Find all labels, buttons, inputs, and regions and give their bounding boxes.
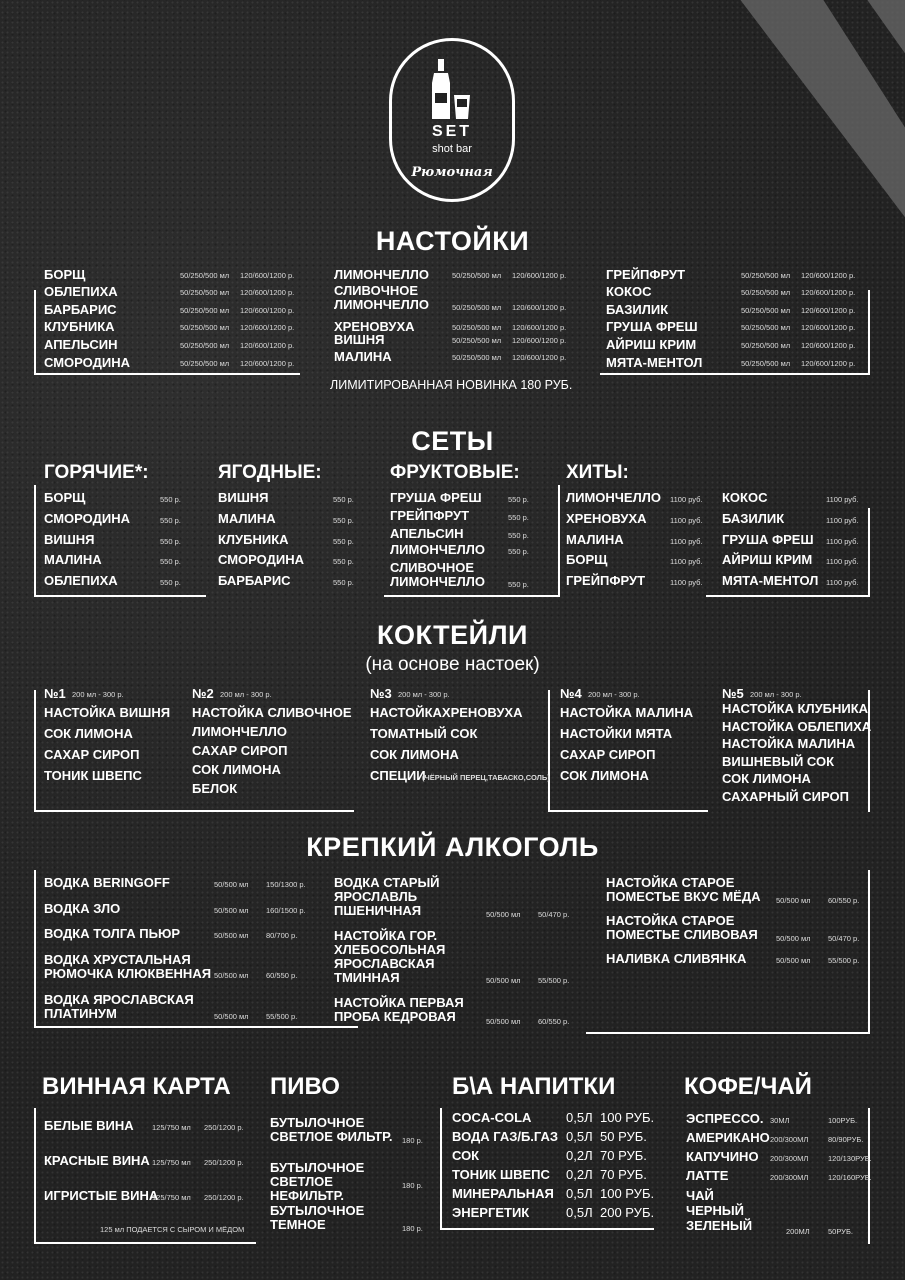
coffee-item: ЧАЙ ЧЕРНЫЙ ЗЕЛЕНЫЙ [686,1188,753,1233]
beer-price: 180 р. [402,1181,423,1190]
coffee-item: КАПУЧИНО [686,1149,759,1164]
cocktail-ingredient: САХАР СИРОП [192,743,288,758]
nastoyka-item: КОКОС [606,284,652,299]
spirit-price: 60/550 р. [828,896,860,905]
set-price: 550 р. [160,495,181,504]
drink-item: ЭНЕРГЕТИК [452,1205,530,1220]
drink-volume: 0,5Л [566,1205,593,1220]
set-item: СЛИВОЧНОЕ ЛИМОНЧЕЛЛО [390,560,485,589]
drink-price: 50 РУБ. [600,1129,647,1144]
beer-price: 180 р. [402,1224,423,1233]
cocktail-ingredient: СОК ЛИМОНА [560,768,649,783]
coffee-price: 80/90РУБ. [828,1135,864,1144]
spirit-price: 60/550 р. [538,1017,570,1026]
nastoyka-item: СМОРОДИНА [44,355,130,370]
cocktail-ingredient: ЛИМОНЧЕЛЛО [192,724,287,739]
set-item: ЛИМОНЧЕЛЛО [566,490,661,505]
set-price: 1100 руб. [670,516,703,525]
set-price: 550 р. [333,516,354,525]
set-price: 1100 руб. [826,516,859,525]
set-price: 550 р. [160,557,181,566]
beer-item: БУТЫЛОЧНОЕ СВЕТЛОЕ ФИЛЬТР. [270,1115,393,1144]
set-group-title: ФРУКТОВЫЕ: [390,462,520,483]
cocktail-price: 200 мл - 300 р. [588,690,640,699]
wine-item: ИГРИСТЫЕ ВИНА [44,1188,159,1203]
cocktail-ingredient: БЕЛОК [192,781,238,796]
set-price: 550 р. [508,513,529,522]
nastoyka-item: АЙРИШ КРИМ [606,337,697,352]
set-item: КОКОС [722,490,768,505]
cocktail-ingredient: СПЕЦИИ [370,768,426,783]
nastoyka-price: 120/600/1200 р. [801,271,856,280]
set-item: БОРЩ [44,490,86,505]
drink-volume: 0,5Л [566,1110,593,1125]
drink-price: 100 РУБ. [600,1186,655,1201]
coffee-price: 120/130РУБ. [828,1154,872,1163]
set-price: 550 р. [333,495,354,504]
spirit-volume: 50/500 мл [486,976,521,985]
nastoyka-volume: 50/250/500 мл [180,323,230,332]
set-item: МЯТА-МЕНТОЛ [722,573,819,588]
drink-price: 100 РУБ. [600,1110,655,1125]
spirit-price: 55/500 р. [828,956,860,965]
wine-volume: 125/750 мл [152,1123,191,1132]
set-group-title: ГОРЯЧИЕ*: [44,462,149,483]
set-price: 550 р. [160,516,181,525]
set-item: БОРЩ [566,552,608,567]
set-price: 550 р. [333,557,354,566]
nastoyka-volume: 50/250/500 мл [452,271,502,280]
cocktail-ingredient: ТОНИК ШВЕПС [44,768,142,783]
cocktail-ingredient: САХАРНЫЙ СИРОП [722,788,849,804]
wine-note: 125 мл ПОДАЕТСЯ С СЫРОМ И МЁДОМ [100,1225,245,1234]
cocktail-ingredient: НАСТОЙКА ОБЛЕПИХА [722,718,872,734]
coffee-volume: 30МЛ [770,1116,790,1125]
section-title-sety: СЕТЫ [411,426,494,456]
cocktail-ingredient: НАСТОЙКА МАЛИНА [722,736,856,751]
set-item: МАЛИНА [44,552,102,567]
spirit-item: ВОДКА ТОЛГА ПЬЮР [44,926,181,941]
nastoyka-price: 120/600/1200 р. [512,353,567,362]
coffee-price: 100РУБ. [828,1116,858,1125]
spirit-volume: 50/500 мл [214,906,249,915]
nastoyka-volume: 50/250/500 мл [180,288,230,297]
cocktail-number: №5 [722,686,744,701]
drink-volume: 0,2Л [566,1167,593,1182]
set-price: 550 р. [160,578,181,587]
set-price: 1100 руб. [826,557,859,566]
spirit-price: 55/500 р. [266,1012,298,1021]
set-price: 1100 руб. [670,557,703,566]
cocktail-number: №2 [192,686,214,701]
coffee-volume: 200/300МЛ [770,1135,809,1144]
beer-item: БУТЫЛОЧНОЕ СВЕТЛОЕ НЕФИЛЬТР. [270,1160,365,1203]
set-price: 550 р. [333,537,354,546]
coffee-volume: 200/300МЛ [770,1154,809,1163]
spirit-volume: 50/500 мл [214,880,249,889]
cocktail-ingredient: НАСТОЙКА ВИШНЯ [44,705,171,720]
set-price: 550 р. [160,537,181,546]
cocktail-number: №1 [44,686,66,701]
set-price: 550 р. [508,531,529,540]
cocktail-ingredient: СОК ЛИМОНА [192,762,281,777]
set-item: БАРБАРИС [218,573,291,588]
set-item: ЛИМОНЧЕЛЛО [390,542,485,557]
set-item: ХРЕНОВУХА [566,511,647,526]
cocktail-ingredient: НАСТОЙКИ МЯТА [560,726,673,741]
nastoyka-price: 120/600/1200 р. [240,288,295,297]
drink-item: ТОНИК ШВЕПС [452,1167,550,1182]
cocktail-ingredient: НАСТОЙКА МАЛИНА [560,705,694,720]
set-item: АЙРИШ КРИМ [722,552,813,567]
cocktail-spice-note: (ЧЁРНЫЙ ПЕРЕЦ,ТАБАСКО,СОЛЬ) [422,773,550,782]
spirit-item: НАСТОЙКА ПЕРВАЯ ПРОБА КЕДРОВАЯ [334,995,464,1024]
nastoyka-volume: 50/250/500 мл [452,303,502,312]
drink-volume: 0,5Л [566,1186,593,1201]
set-item: ГРУША ФРЕШ [722,532,814,547]
spirit-item: НАСТОЙКА ГОР. ХЛЕБОСОЛЬНАЯ ЯРОСЛАВСКАЯ ТМИННАЯ [334,928,446,985]
nastoyka-price: 120/600/1200 р. [801,288,856,297]
nastoyka-price: 120/600/1200 р. [240,271,295,280]
spirit-price: 50/470 р. [538,910,570,919]
nastoyka-price: 120/600/1200 р. [240,359,295,368]
wine-item: КРАСНЫЕ ВИНА [44,1153,150,1168]
nastoyka-item: ЛИМОНЧЕЛЛО [334,267,429,282]
nastoyka-volume: 50/250/500 мл [180,271,230,280]
nastoyka-price: 120/600/1200 р. [240,306,295,315]
set-price: 1100 руб. [826,537,859,546]
section-title-krepkiy: КРЕПКИЙ АЛКОГОЛЬ [306,832,599,862]
nastoyka-item: МЯТА-МЕНТОЛ [606,355,703,370]
nastoyka-volume: 50/250/500 мл [741,341,791,350]
cocktail-ingredient: НАСТОЙКАХРЕНОВУХА [370,705,523,720]
drink-item: МИНЕРАЛЬНАЯ [452,1186,554,1201]
set-item: ВИШНЯ [44,532,95,547]
beer-item: БУТЫЛОЧНОЕ ТЕМНОЕ [270,1203,365,1232]
cocktail-price: 200 мл - 300 р. [220,690,272,699]
section-title-napitki: Б\А НАПИТКИ [452,1073,616,1100]
nastoyka-price: 120/600/1200 р. [240,341,295,350]
cocktail-ingredient: СОК ЛИМОНА [722,771,811,786]
spirit-price: 150/1300 р. [266,880,306,889]
wine-volume: 125/750 мл [152,1193,191,1202]
spirit-price: 80/700 р. [266,931,298,940]
drink-price: 70 РУБ. [600,1148,647,1163]
coffee-item: ЛАТТЕ [686,1168,729,1183]
nastoyka-price: 120/600/1200 р. [801,359,856,368]
cocktail-ingredient: НАСТОЙКА СЛИВОЧНОЕ [192,705,352,720]
nastoyka-volume: 50/250/500 мл [741,323,791,332]
cocktail-price: 200 мл - 300 р. [398,690,450,699]
set-item: СМОРОДИНА [44,511,130,526]
logo-sub: shot bar [432,143,472,155]
nastoyka-price: 120/600/1200 р. [512,271,567,280]
spirit-item: НАСТОЙКА СТАРОЕ ПОМЕСТЬЕ СЛИВОВАЯ [606,913,758,942]
set-item: ГРЕЙПФРУТ [390,508,470,523]
set-item: ВИШНЯ [218,490,269,505]
set-group-title: ЯГОДНЫЕ: [218,462,322,483]
set-price: 1100 руб. [670,495,703,504]
spirit-item: НАСТОЙКА СТАРОЕ ПОМЕСТЬЕ ВКУС МЁДА [606,875,761,904]
nastoyka-item: ГРУША ФРЕШ [606,319,698,334]
spirit-volume: 50/500 мл [214,1012,249,1021]
spirit-item: ВОДКА ЯРОСЛАВСКАЯ ПЛАТИНУМ [44,992,194,1021]
logo-name: SET [431,123,473,140]
cocktail-ingredient: НАСТОЙКА КЛУБНИКА [722,701,869,716]
set-group-title: ХИТЫ: [566,462,629,483]
set-item: МАЛИНА [218,511,276,526]
section-title-pivo: ПИВО [270,1073,340,1100]
spirit-volume: 50/500 мл [486,1017,521,1026]
nastoyki-note: ЛИМИТИРОВАННАЯ НОВИНКА 180 РУБ. [330,378,573,392]
nastoyka-item: АПЕЛЬСИН [44,337,118,352]
drink-item: ВОДА ГАЗ/Б.ГАЗ [452,1129,558,1144]
bottle-shot-icon [430,59,476,121]
spirit-volume: 50/500 мл [214,931,249,940]
set-price: 550 р. [333,578,354,587]
coffee-item: ЭСПРЕССО. [686,1111,764,1126]
nastoyka-price: 120/600/1200 р. [240,323,295,332]
set-item: ГРЕЙПФРУТ [566,573,646,588]
drink-volume: 0,5Л [566,1129,593,1144]
nastoyka-volume: 50/250/500 мл [741,271,791,280]
set-price: 1100 руб. [826,578,859,587]
nastoyka-item: ОБЛЕПИХА [44,284,118,299]
set-price: 1100 руб. [670,537,703,546]
drink-volume: 0,2Л [566,1148,593,1163]
nastoyka-volume: 50/250/500 мл [180,306,230,315]
nastoyka-volume: 50/250/500 мл [452,336,502,345]
set-item: ГРУША ФРЕШ [390,490,482,505]
logo-script: Рюмочная [411,165,493,180]
nastoyka-volume: 50/250/500 мл [741,288,791,297]
nastoyka-item: ХРЕНОВУХА [334,319,415,334]
cocktail-number: №3 [370,686,392,701]
spirit-volume: 50/500 мл [214,971,249,980]
nastoyka-volume: 50/250/500 мл [741,306,791,315]
cocktail-price: 200 мл - 300 р. [750,690,802,699]
wine-price: 250/1200 р. [204,1193,244,1202]
set-item: АПЕЛЬСИН [390,526,464,541]
cocktail-ingredient: СОК ЛИМОНА [370,747,459,762]
cocktail-ingredient: САХАР СИРОП [44,747,140,762]
set-price: 550 р. [508,580,529,589]
drink-item: СОК [452,1148,480,1163]
drink-price: 200 РУБ. [600,1205,655,1220]
nastoyka-item: МАЛИНА [334,349,392,364]
set-item: БАЗИЛИК [722,511,785,526]
set-price: 550 р. [508,495,529,504]
section-title-nastoyki: НАСТОЙКИ [375,226,530,256]
cocktail-ingredient: ВИШНЕВЫЙ СОК [722,753,835,769]
nastoyka-item: ВИШНЯ [334,332,385,347]
wine-price: 250/1200 р. [204,1123,244,1132]
wine-volume: 125/750 мл [152,1158,191,1167]
cocktail-ingredient: ТОМАТНЫЙ СОК [370,726,478,741]
spirit-item: ВОДКА СТАРЫЙ ЯРОСЛАВЛЬ ПШЕНИЧНАЯ [334,875,440,918]
spirit-volume: 50/500 мл [776,896,811,905]
set-item: МАЛИНА [566,532,624,547]
drink-price: 70 РУБ. [600,1167,647,1182]
spirit-volume: 50/500 мл [776,956,811,965]
nastoyka-item: СЛИВОЧНОЕ ЛИМОНЧЕЛЛО [334,283,429,312]
spirit-volume: 50/500 мл [486,910,521,919]
logo [389,38,515,202]
coffee-price: 120/160РУБ. [828,1173,872,1182]
nastoyka-volume: 50/250/500 мл [180,359,230,368]
nastoyka-price: 120/600/1200 р. [512,303,567,312]
nastoyka-price: 120/600/1200 р. [801,306,856,315]
set-price: 550 р. [508,547,529,556]
nastoyka-item: БОРЩ [44,267,86,282]
cocktail-ingredient: САХАР СИРОП [560,747,656,762]
spirit-price: 60/550 р. [266,971,298,980]
nastoyka-volume: 50/250/500 мл [741,359,791,368]
nastoyka-price: 120/600/1200 р. [512,323,567,332]
nastoyka-volume: 50/250/500 мл [452,353,502,362]
coffee-price: 50РУБ. [828,1227,853,1236]
cocktail-number: №4 [560,686,582,701]
nastoyka-item: БАРБАРИС [44,302,117,317]
coffee-volume: 200/300МЛ [770,1173,809,1182]
coffee-item: АМЕРИКАНО [686,1130,770,1145]
nastoyka-volume: 50/250/500 мл [452,323,502,332]
nastoyka-price: 120/600/1200 р. [512,336,567,345]
set-price: 1100 руб. [826,495,859,504]
set-item: СМОРОДИНА [218,552,304,567]
spirit-volume: 50/500 мл [776,934,811,943]
section-title-kokteyli: КОКТЕЙЛИ [377,620,528,650]
set-item: ОБЛЕПИХА [44,573,118,588]
cocktail-price: 200 мл - 300 р. [72,690,124,699]
spirit-price: 50/470 р. [828,934,860,943]
spirit-item: ВОДКА ЗЛО [44,901,121,916]
nastoyka-item: БАЗИЛИК [606,302,669,317]
wine-item: БЕЛЫЕ ВИНА [44,1118,134,1133]
cocktail-ingredient: СОК ЛИМОНА [44,726,133,741]
spirit-item: ВОДКА ХРУСТАЛЬНАЯ РЮМОЧКА КЛЮКВЕННАЯ [44,952,212,981]
nastoyka-price: 120/600/1200 р. [801,341,856,350]
coffee-volume: 200МЛ [786,1227,810,1236]
drink-item: COCA-COLA [452,1110,532,1125]
section-title-kofe: КОФЕ/ЧАЙ [684,1073,812,1100]
nastoyka-item: КЛУБНИКА [44,319,115,334]
spirit-item: НАЛИВКА СЛИВЯНКА [606,951,747,966]
nastoyka-price: 120/600/1200 р. [801,323,856,332]
section-subtitle-kokteyli: (на основе настоек) [365,654,540,675]
spirit-price: 55/500 р. [538,976,570,985]
set-price: 1100 руб. [670,578,703,587]
spirit-price: 160/1500 р. [266,906,306,915]
beer-price: 180 р. [402,1136,423,1145]
set-item: КЛУБНИКА [218,532,289,547]
nastoyka-item: ГРЕЙПФРУТ [606,267,686,282]
nastoyka-volume: 50/250/500 мл [180,341,230,350]
wine-price: 250/1200 р. [204,1158,244,1167]
section-title-vino: ВИННАЯ КАРТА [42,1073,231,1100]
spirit-item: ВОДКА BERINGOFF [44,875,170,890]
